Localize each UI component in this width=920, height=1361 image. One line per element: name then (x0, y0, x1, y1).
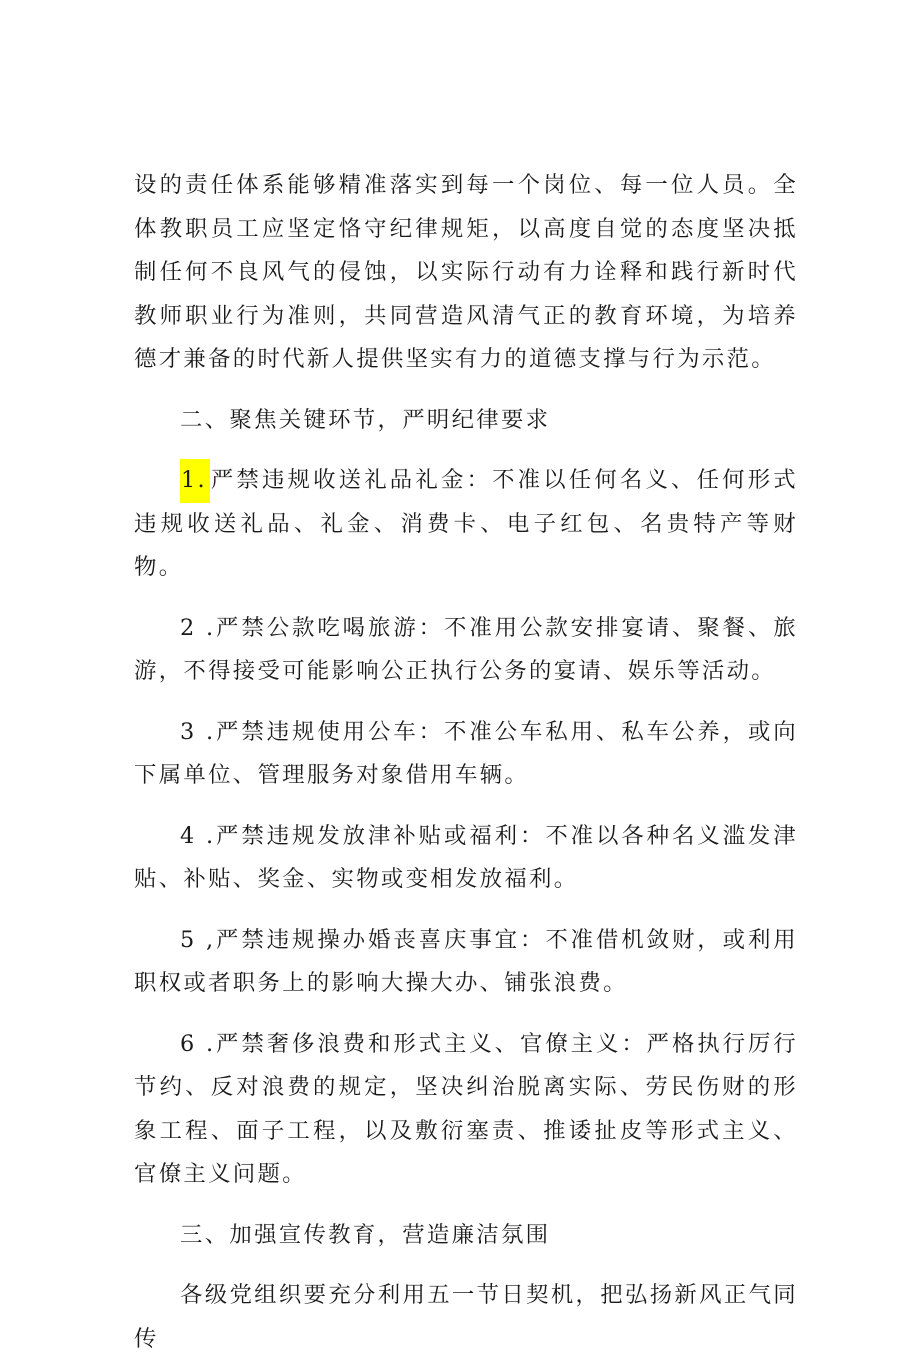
section-heading-2: 二、聚焦关键环节，严明纪律要求 (180, 406, 551, 433)
list-item-number: 2 . (180, 614, 216, 641)
list-item-3 (134, 711, 798, 798)
paragraph-continuation: 设的责任体系能够精准落实到每一个岗位、每一位人员。全体教职员工应坚定恪守纪律规矩，以高度自觉的态度坚决抵制任何不良风气的侵蚀，以实际行动有力诠释和践行新时代教师职业行为准则，共同营造风清气正的教育环境，为培养德才兼备的时代新人提供坚实有力的道德支撑与行为示范。 (134, 172, 798, 372)
list-item-1 (134, 459, 798, 590)
list-item-text: 严禁违规操办婚丧喜庆事宜：不准借机敛财，或利用职权或者职务上的影响大操大办、铺张浪费。 (134, 926, 798, 996)
list-item-2 (134, 607, 798, 694)
list-item-4 (134, 815, 798, 902)
section-heading-3: 三、加强宣传教育，营造廉洁氛围 (180, 1221, 551, 1248)
list-item-5 (134, 919, 798, 1006)
list-item-text: 严禁违规使用公车：不准公车私用、私车公养，或向下属单位、管理服务对象借用车辆。 (134, 718, 798, 788)
list-item-text: 严禁公款吃喝旅游：不准用公款安排宴请、聚餐、旅游，不得接受可能影响公正执行公务的宴请、娱乐等活动。 (134, 614, 798, 684)
document-page (134, 164, 798, 1361)
paragraph-last: 各级党组织要充分利用五一节日契机，把弘扬新风正气同传 (134, 1282, 798, 1352)
list-item-number: 3 . (180, 718, 216, 745)
list-item-text: 严禁违规收送礼品礼金：不准以任何名义、任何形式违规收送礼品、礼金、消费卡、电子红包、名贵特产等财物。 (134, 467, 798, 580)
list-item-number: 4 . (180, 822, 216, 849)
list-item-text: 严禁奢侈浪费和形式主义、官僚主义：严格执行厉行节约、反对浪费的规定，坚决纠治脱离实际、劳民伤财的形象工程、面子工程，以及敷衍塞责、推诿扯皮等形式主义、官僚主义问题。 (134, 1030, 798, 1187)
list-item-6 (134, 1023, 798, 1197)
list-item-number-highlighted: 1. (180, 459, 210, 503)
list-item-number: 5 , (180, 926, 216, 953)
list-item-number: 6 . (180, 1030, 216, 1057)
list-item-text: 严禁违规发放津补贴或福利：不准以各种名义滥发津贴、补贴、奖金、实物或变相发放福利。 (134, 822, 798, 892)
